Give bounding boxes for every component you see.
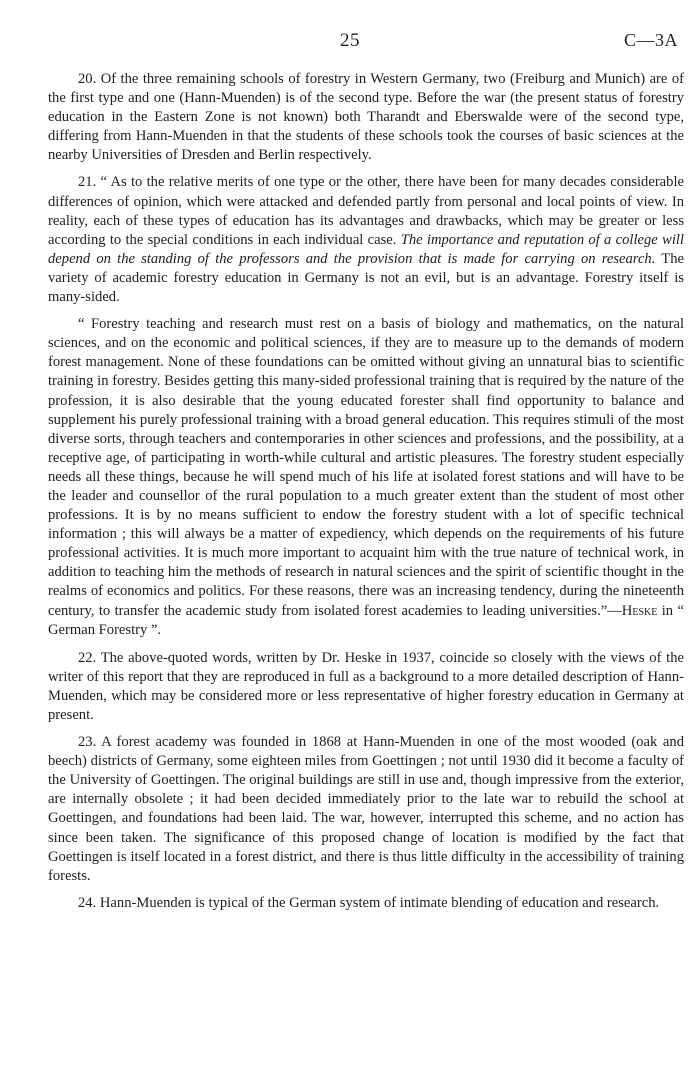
paragraph-20: 20. Of the three remaining schools of forestry in Western Germany, two (Freiburg and Munich) are of the first type and one (Hann-Muenden) is of the second type. Before the war (the present status of forestry education in the Eastern Zone is not known) both Tharandt and Eberswalde were of the second type, differing from Hann-Muenden in that the students of these schools took the courses of basic sciences at the nearby Universities of Dresden and Berlin respectively. <box>48 71 684 164</box>
page-number: 25 <box>340 30 360 51</box>
body-text <box>48 70 684 921</box>
paragraph-23: 23. A forest academy was founded in 1868 at Hann-Muenden in one of the most wooded (oak and beech) districts of Germany, some eighteen miles from Goettingen ; not until 1930 did it become a faculty of the University of Goettingen. The original buildings are still in use and, though impressive from the exterior, are internally obsolete ; it had been decided immediately prior to the late war to rebuild the school at Goettingen, and foundations had been laid. The war, however, interrupted this scheme, and no action has since been taken. The significance of this proposed change of location is modified by the fact that Goettingen is itself located in a forest district, and there is thus little difficulty in the accessibility of training forests. <box>48 734 684 884</box>
quote-source: in “ German Forestry ”. <box>48 602 684 638</box>
quote-author: Heske <box>621 602 658 619</box>
paragraph-21-end: The variety of academic forestry education in Germany is not an evil, but is an advantage. Forestry itself is many-sided. <box>48 250 684 306</box>
paragraph-22: 22. The above-quoted words, written by Dr. Heske in 1937, coincide so closely with the views of the writer of this report that they are reproduced in full as a background to a more detailed description of Hann-Muenden, which may be considered more or less representative of higher forestry education in Germany at present. <box>48 649 684 723</box>
paragraph-21-start: 21. “ As to the relative merits of one type or the other, there have been for many decades considerable differences of opinion, which were attacked and defended partly from personal and local points of view. In reality, each of these types of education has its advantages and drawbacks, which may be greater or less according to the special conditions in each individual case. <box>48 174 684 248</box>
quote-body: “ Forestry teaching and research must rest on a basis of biology and mathematics, on the natural sciences, and on the economic and political sciences, if they are to measure up to the demands of modern forest management. None of these foundations can be omitted without giving an unnatural bias to scientific training in forestry. Besides getting this many-sided professional training that is required by the nature of the profession, it is also desirable that the young educated forester shall find opportunity to balance and supplement his purely professional training with a broad general education. This requires stimuli of the most diverse sorts, through teachers and contemporaries in other sciences and professions, and the possibility, at a receptive age, of participating in worth-while cultural and artistic pleasures. The forestry student especially needs all these things, because he will spend much of his life at isolated forest stations and will have to be the leader and counsellor of the rural population to a much greater extent than the student of most other professions. It is by no means sufficient to endow the forestry student with a lot of specific technical information ; this will always be a matter of expediency, which depends on the requirements of his future professional activities. It is much more important to acquaint him with the true nature of technical work, in addition to teaching him the methods of research in natural sciences and the spirit of scientific thought in the realms of economics and politics. For these reasons, there was an increasing tendency, during the nineteenth century, to transfer the academic study from isolated forest academies to leading universities.”— <box>48 316 684 619</box>
paragraph-21 <box>48 173 684 307</box>
paragraph-21-italic: The importance and reputation of a college will depend on the standing of the professors and the provision that is made for carrying on research. <box>48 231 684 267</box>
paragraph-24: 24. Hann-Muenden is typical of the German system of intimate blending of education and research. <box>78 894 660 911</box>
quote-paragraph <box>48 315 684 640</box>
page-code: C—3A <box>623 30 678 50</box>
